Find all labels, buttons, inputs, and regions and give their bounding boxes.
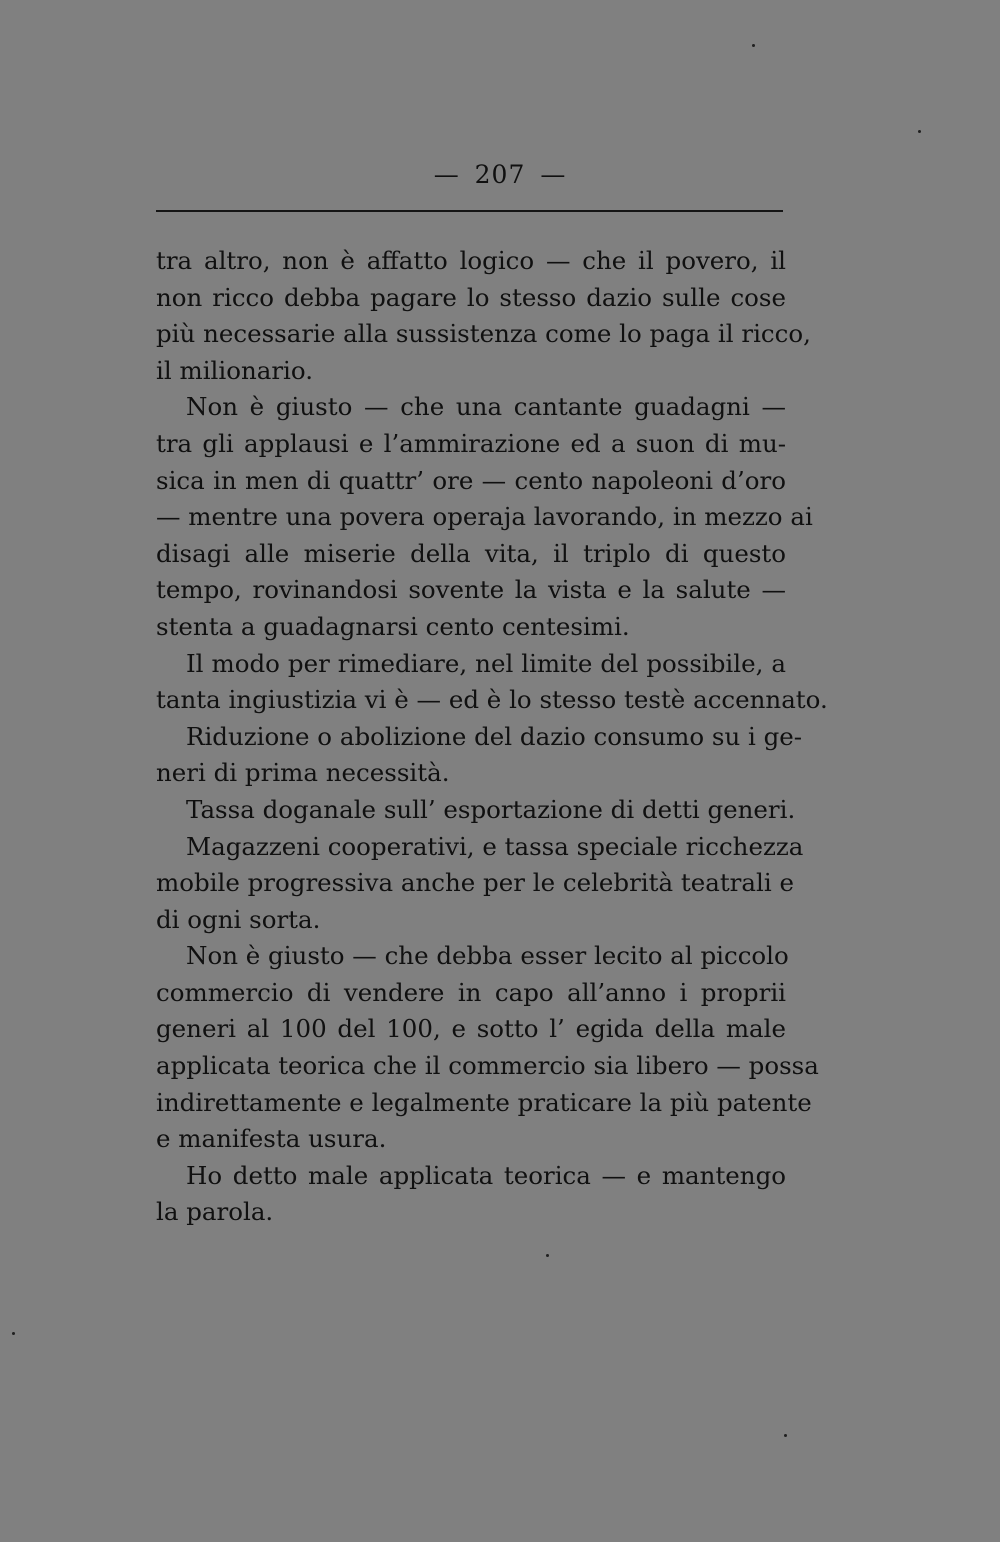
text-line: commercio di vendere in capo all’anno i proprii: [156, 977, 786, 1007]
paragraph: [156, 938, 819, 1158]
header-rule: [156, 210, 783, 212]
text-line: — mentre una povera operaja lavorando, in mezzo ai: [156, 502, 813, 532]
text-line: tempo, rovinandosi sovente la vista e la salute —: [156, 575, 786, 605]
header-dash-left: —: [433, 160, 460, 189]
text-line: tra gli applausi e l’ammirazione ed a suon di mu-: [156, 428, 786, 458]
text-line: applicata teorica che il commercio sia libero — possa: [156, 1051, 819, 1081]
text-line: più necessarie alla sussistenza come lo paga il ricco,: [156, 319, 811, 349]
paragraph: [156, 829, 804, 939]
text-line: Non è giusto — che debba esser lecito al piccolo: [186, 941, 789, 971]
text-line: Ho detto male applicata teorica — e mantengo: [186, 1160, 786, 1190]
text-line: stenta a guadagnarsi cento centesimi.: [156, 611, 630, 641]
text-line: Non è giusto — che una cantante guadagni —: [186, 392, 786, 422]
text-line: generi al 100 del 100, e sotto l’ egida della male: [156, 1014, 786, 1044]
text-line: la parola.: [156, 1197, 274, 1227]
scan-speck: [918, 130, 921, 133]
text-line: neri di prima necessità.: [156, 758, 450, 788]
text-line: sica in men di quattr’ ore — cento napoleoni d’oro: [156, 465, 786, 495]
paragraph: [156, 243, 811, 389]
scan-speck: [12, 1332, 15, 1335]
body-text: [156, 243, 828, 1231]
text-line: disagi alle miserie della vita, il triplo di questo: [156, 538, 786, 568]
text-line: mobile progressiva anche per le celebrità teatrali e: [156, 868, 794, 898]
paragraph: [156, 719, 803, 792]
text-line: indirettamente e legalmente praticare la più patente: [156, 1087, 812, 1117]
text-line: Il modo per rimediare, nel limite del possibile, a: [186, 648, 786, 678]
page-number: 207: [474, 160, 526, 189]
paragraph: [156, 646, 828, 719]
page-header: [0, 160, 1000, 189]
header-dash-right: —: [540, 160, 567, 189]
scan-speck: [784, 1434, 787, 1437]
text-line: il milionario.: [156, 355, 313, 385]
text-line: tra altro, non è affatto logico — che il povero, il: [156, 246, 786, 275]
paragraph: [156, 1158, 786, 1231]
text-line: e manifesta usura.: [156, 1124, 387, 1154]
text-line: Tassa doganale sull’ esportazione di detti generi.: [186, 794, 796, 824]
scan-speck: [546, 1254, 549, 1257]
text-line: di ogni sorta.: [156, 904, 321, 934]
paragraph: [156, 389, 813, 645]
text-line: Riduzione o abolizione del dazio consumo su i ge-: [186, 721, 803, 751]
text-line: Magazzeni cooperativi, e tassa speciale ricchezza: [186, 831, 804, 861]
paragraph: [156, 792, 796, 829]
scan-speck: [752, 44, 755, 47]
text-line: non ricco debba pagare lo stesso dazio sulle cose: [156, 282, 786, 312]
text-line: tanta ingiustizia vi è — ed è lo stesso testè accennato.: [156, 685, 828, 715]
